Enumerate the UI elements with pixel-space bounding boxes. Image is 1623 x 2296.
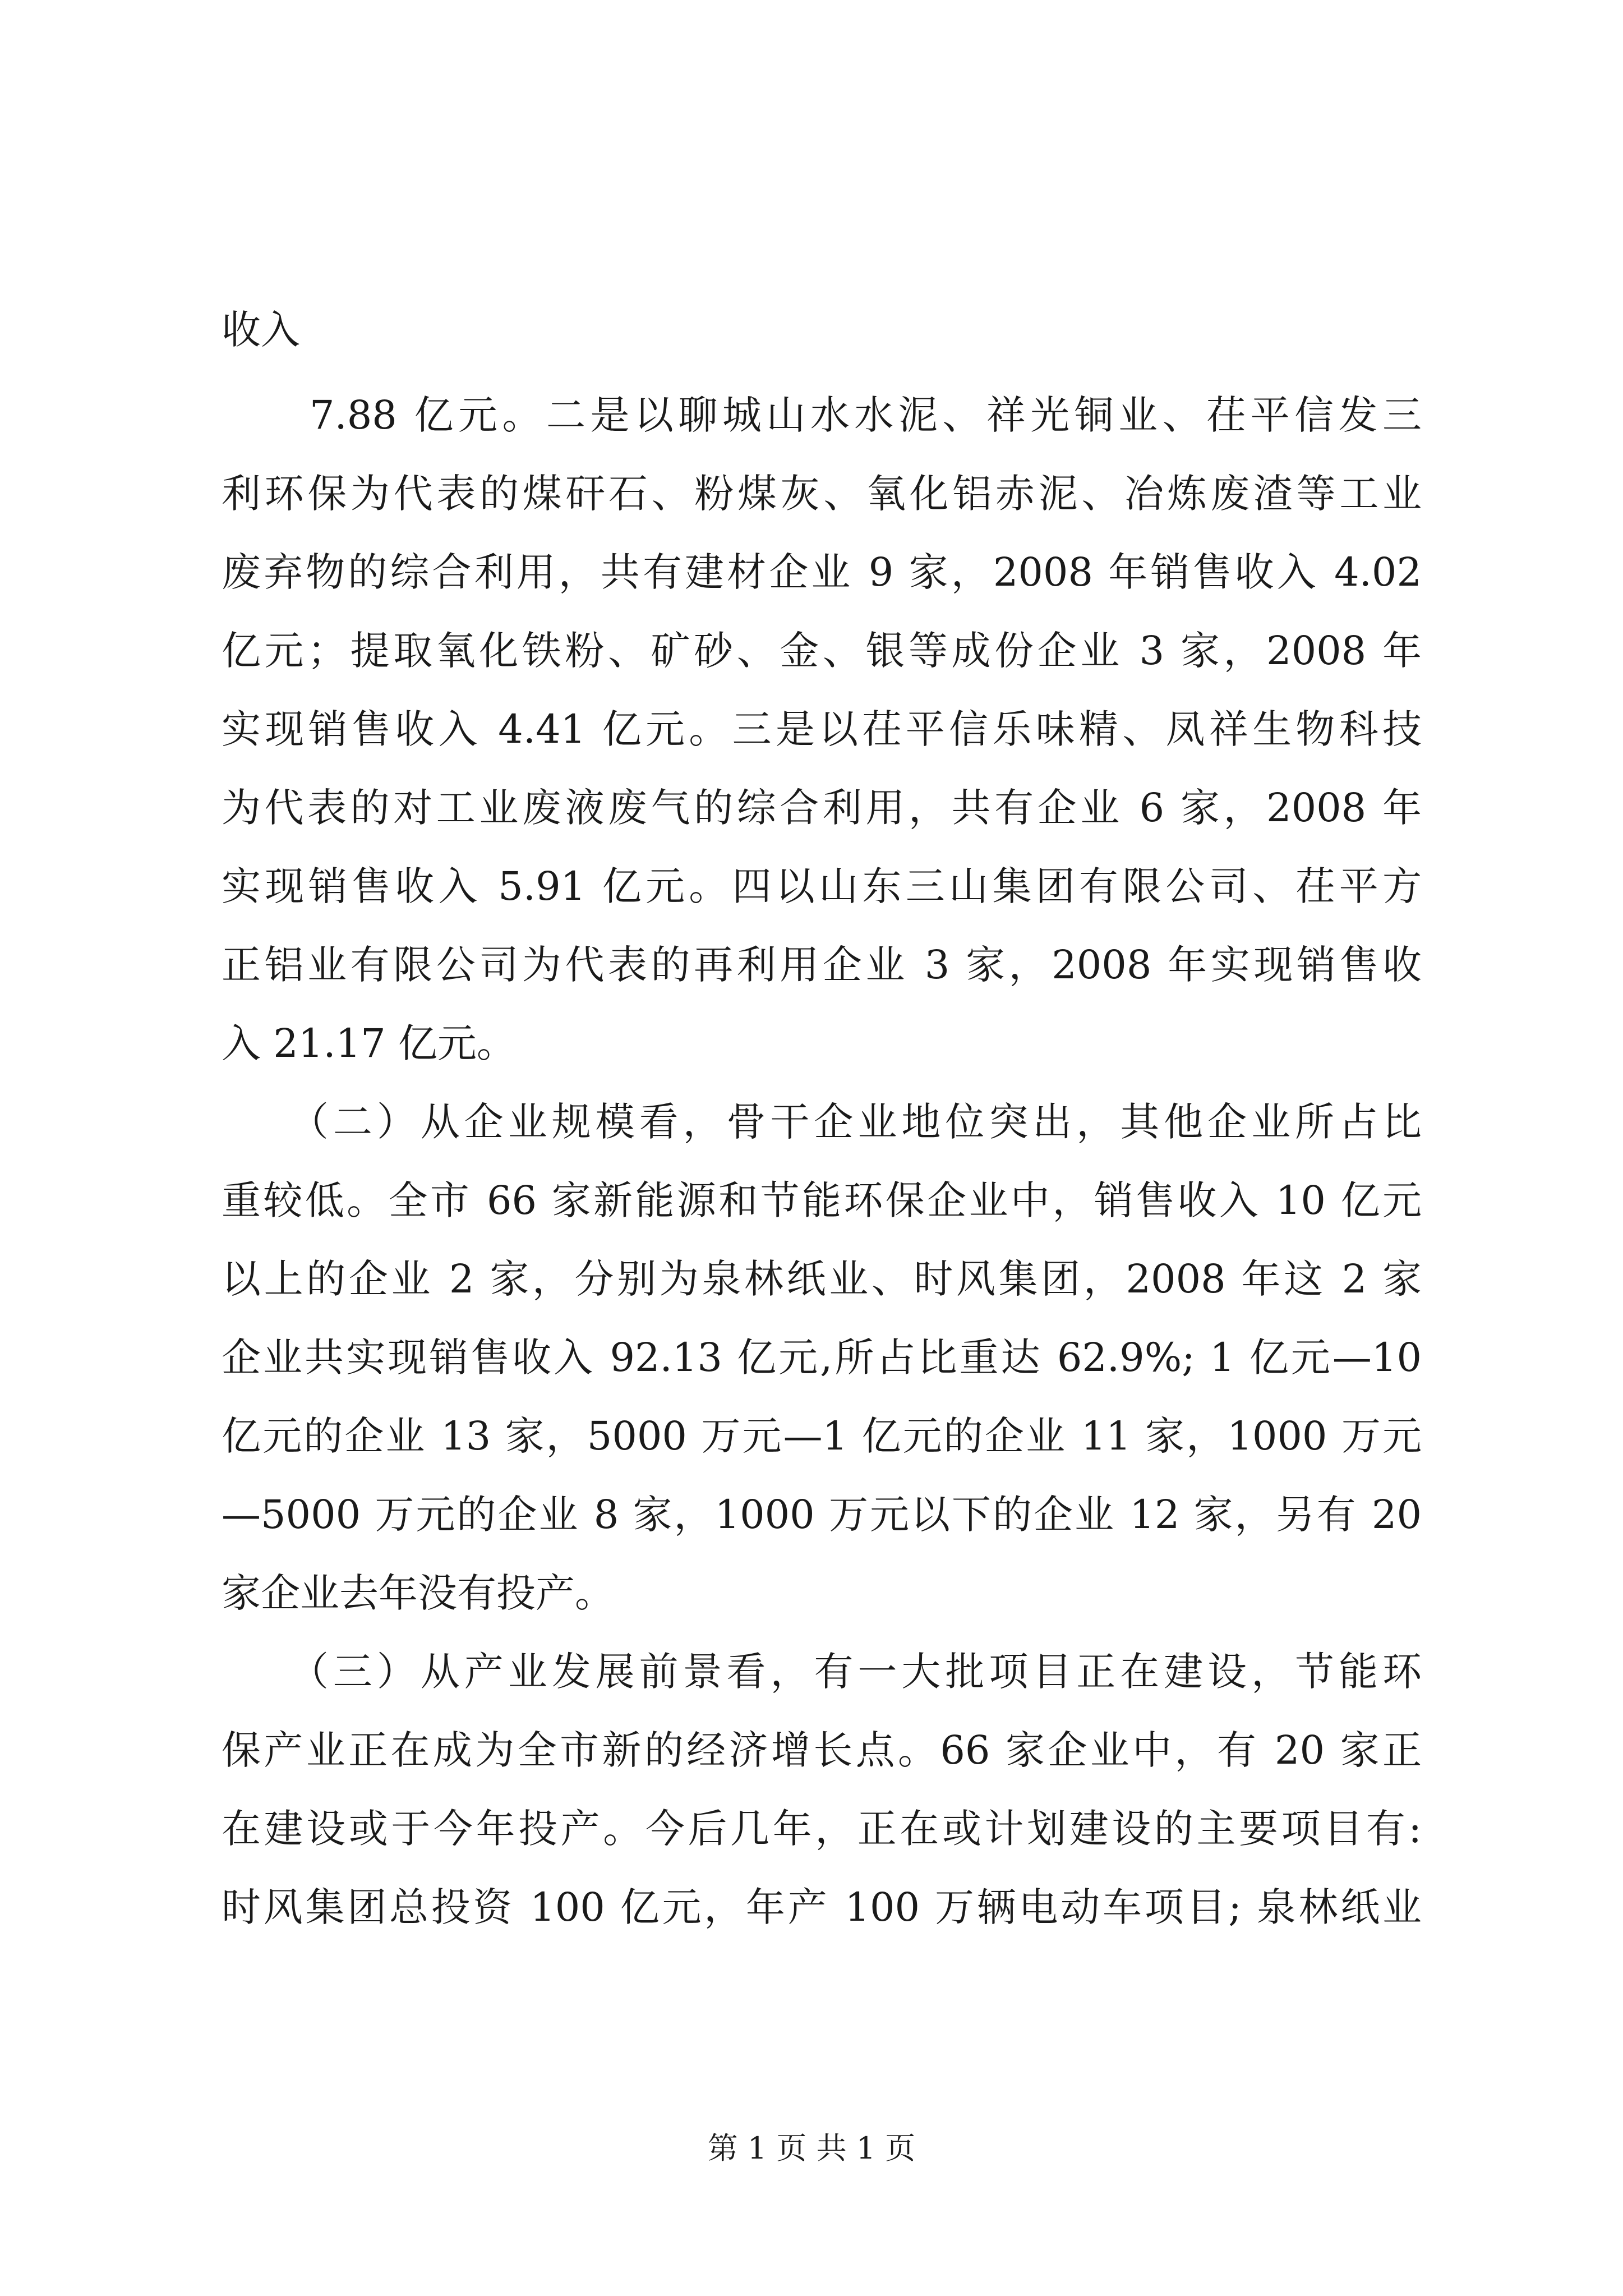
text-line-4: 废弃物的综合利用，共有建材企业 9 家，2008 年销售收入 4.02 xyxy=(222,549,1422,595)
text-line-19: 保产业正在成为全市新的经济增长点。66 家企业中，有 20 家正 xyxy=(222,1727,1422,1773)
text-line-12: 重较低。全市 66 家新能源和节能环保企业中，销售收入 10 亿元 xyxy=(222,1177,1422,1223)
text-line-2: 7.88 亿元。二是以聊城山水水泥、祥光铜业、茌平信发三 xyxy=(222,392,1422,438)
text-line-3: 利环保为代表的煤矸石、粉煤灰、氧化铝赤泥、冶炼废渣等工业 xyxy=(222,471,1422,517)
text-line-8: 实现销售收入 5.91 亿元。四以山东三山集团有限公司、茌平方 xyxy=(222,863,1422,909)
text-line-21: 时风集团总投资 100 亿元，年产 100 万辆电动车项目; 泉林纸业 xyxy=(222,1884,1422,1930)
text-line-17: 家企业去年没有投产。 xyxy=(222,1570,614,1616)
text-line-5: 亿元；提取氧化铁粉、矿砂、金、银等成份企业 3 家，2008 年 xyxy=(222,628,1422,674)
text-line-11: （二）从企业规模看，骨干企业地位突出，其他企业所占比 xyxy=(222,1099,1422,1145)
page-footer: 第 1 页 共 1 页 xyxy=(707,2131,916,2166)
text-line-13: 以上的企业 2 家，分别为泉林纸业、时风集团，2008 年这 2 家 xyxy=(222,1256,1422,1302)
text-line-18: （三）从产业发展前景看，有一大批项目正在建设，节能环 xyxy=(222,1649,1422,1695)
text-line-9: 正铝业有限公司为代表的再利用企业 3 家，2008 年实现销售收 xyxy=(222,942,1422,988)
text-line-10: 入 21.17 亿元。 xyxy=(222,1020,516,1066)
text-line-16: —5000 万元的企业 8 家，1000 万元以下的企业 12 家，另有 20 xyxy=(222,1492,1422,1538)
text-line-6: 实现销售收入 4.41 亿元。三是以茌平信乐味精、凤祥生物科技 xyxy=(222,706,1422,752)
text-line-7: 为代表的对工业废液废气的综合利用，共有企业 6 家，2008 年 xyxy=(222,785,1422,831)
text-line-20: 在建设或于今年投产。今后几年，正在或计划建设的主要项目有: xyxy=(222,1806,1422,1852)
text-line-14: 企业共实现销售收入 92.13 亿元,所占比重达 62.9%; 1 亿元—10 xyxy=(222,1335,1422,1381)
text-line-1: 收入 xyxy=(222,307,300,353)
text-line-15: 亿元的企业 13 家，5000 万元—1 亿元的企业 11 家，1000 万元 xyxy=(222,1413,1422,1459)
